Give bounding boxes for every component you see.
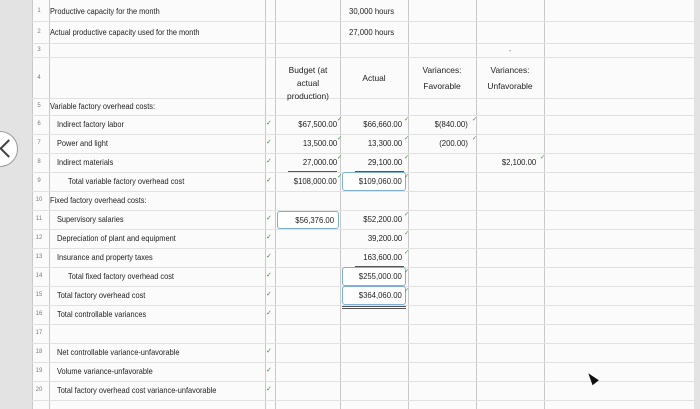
check-icon: ✓ bbox=[404, 117, 410, 123]
check-icon: ✓ bbox=[404, 231, 410, 237]
row-number: 10 bbox=[35, 197, 43, 203]
check-icon: ✓ bbox=[337, 155, 343, 161]
actual-indirect-materials: 29,100.00 bbox=[367, 157, 402, 167]
grid-line bbox=[32, 21, 694, 22]
row-number: 7 bbox=[37, 140, 41, 146]
actual-indirect-labor: $66,660.00 bbox=[363, 119, 402, 129]
row-number: 15 bbox=[35, 292, 43, 298]
row-number: 20 bbox=[35, 387, 43, 393]
row-number: 4 bbox=[37, 75, 41, 81]
header-favorable-sub: Favorable bbox=[423, 81, 461, 91]
check-icon: ✓ bbox=[337, 174, 343, 180]
grid-line bbox=[275, 0, 276, 409]
underline bbox=[342, 308, 406, 309]
check-icon: ✓ bbox=[404, 212, 410, 218]
grid-line bbox=[32, 115, 694, 116]
label-supervisory: Supervisory salaries bbox=[57, 214, 124, 224]
grid-line bbox=[32, 248, 694, 249]
check-icon: ✓ bbox=[404, 136, 410, 142]
budget-total-variable: $108,000.00 bbox=[293, 176, 337, 186]
check-icon: ✓ bbox=[266, 234, 272, 241]
row-number: 5 bbox=[37, 103, 41, 109]
check-icon: ✓ bbox=[266, 386, 272, 393]
grid-line bbox=[32, 400, 694, 401]
sort-dash-icon: - bbox=[508, 48, 512, 55]
row-number: 8 bbox=[37, 159, 41, 165]
value-capacity: 30,000 hours bbox=[348, 6, 394, 16]
label-total-variance: Total factory overhead cost variance-unfavorable bbox=[57, 385, 217, 395]
label-depreciation: Depreciation of plant and equipment bbox=[57, 233, 176, 243]
label-fixed-overhead: Fixed factory overhead costs: bbox=[50, 195, 147, 205]
grid-line bbox=[32, 229, 694, 230]
label-total-overhead: Total factory overhead cost bbox=[57, 290, 146, 300]
grid-line bbox=[32, 191, 694, 192]
actual-power-light: 13,300.00 bbox=[367, 138, 402, 148]
budget-indirect-materials: 27,000.00 bbox=[302, 157, 337, 167]
row-number: 11 bbox=[35, 216, 43, 222]
check-icon: ✓ bbox=[404, 269, 410, 275]
grid-line bbox=[32, 324, 694, 325]
row-number: 6 bbox=[37, 121, 41, 127]
label-total-fixed: Total fixed factory overhead cost bbox=[68, 271, 174, 281]
header-favorable-title: Variances: bbox=[422, 65, 462, 75]
grid-line bbox=[32, 43, 694, 44]
check-icon: ✓ bbox=[266, 291, 272, 298]
grid-line bbox=[544, 0, 545, 409]
budget-power-light: 13,500.00 bbox=[302, 138, 337, 148]
header-unfavorable-sub: Unfavorable bbox=[487, 81, 533, 91]
favorable-indirect-labor: $(840.00) bbox=[434, 119, 468, 129]
grid-line bbox=[32, 98, 694, 99]
label-power-light: Power and light bbox=[57, 138, 108, 148]
actual-insurance: 163,600.00 bbox=[363, 252, 402, 262]
label-indirect-materials: Indirect materials bbox=[57, 157, 114, 167]
grid-line bbox=[32, 57, 694, 58]
label-variable-overhead: Variable factory overhead costs: bbox=[50, 101, 156, 111]
grid-line bbox=[32, 134, 694, 135]
label-indirect-labor: Indirect factory labor bbox=[57, 119, 124, 129]
check-icon: ✓ bbox=[337, 117, 343, 123]
header-budget: Budget (at actual production) bbox=[287, 65, 329, 101]
check-icon: ✓ bbox=[337, 136, 343, 142]
check-icon: ✓ bbox=[266, 158, 272, 165]
check-icon: ✓ bbox=[266, 215, 272, 222]
grid-line bbox=[340, 0, 341, 409]
check-icon: ✓ bbox=[266, 139, 272, 146]
grid-line bbox=[408, 0, 409, 409]
check-icon: ✓ bbox=[472, 117, 478, 123]
value-capacity-used: 27,000 hours bbox=[348, 27, 394, 37]
row-number: 13 bbox=[35, 254, 43, 260]
check-icon: ✓ bbox=[266, 177, 272, 184]
grid-line bbox=[476, 0, 477, 409]
underline bbox=[288, 171, 337, 172]
grid-line bbox=[32, 0, 33, 409]
budget-indirect-labor: $67,500.00 bbox=[298, 119, 337, 129]
grid-line bbox=[32, 210, 694, 211]
check-icon: ✓ bbox=[540, 155, 546, 161]
grid-line bbox=[32, 343, 694, 344]
check-icon: ✓ bbox=[266, 120, 272, 127]
check-icon: ✓ bbox=[404, 155, 410, 161]
underline bbox=[342, 306, 406, 307]
actual-depreciation: 39,200.00 bbox=[367, 233, 402, 243]
row-number: 1 bbox=[37, 8, 41, 14]
check-icon: ✓ bbox=[266, 348, 272, 355]
check-icon: ✓ bbox=[266, 253, 272, 260]
label-net-controllable: Net controllable variance-unfavorable bbox=[57, 347, 180, 357]
row-number: 9 bbox=[37, 178, 41, 184]
label-total-variable: Total variable factory overhead cost bbox=[68, 176, 185, 186]
grid-line bbox=[32, 153, 694, 154]
label-actual-capacity: Actual productive capacity used for the month bbox=[50, 27, 200, 37]
row-number: 3 bbox=[37, 47, 41, 53]
check-icon: ✓ bbox=[266, 367, 272, 374]
row-number: 14 bbox=[35, 273, 43, 279]
actual-total-variable: $109,060.00 bbox=[358, 176, 402, 186]
row-number: 19 bbox=[35, 368, 43, 374]
actual-total-fixed: $255,000.00 bbox=[358, 271, 402, 281]
label-productive-capacity: Productive capacity for the month bbox=[50, 6, 160, 16]
check-icon: ✓ bbox=[404, 250, 410, 256]
row-number: 17 bbox=[35, 330, 43, 336]
chevron-left-icon bbox=[0, 139, 18, 157]
row-number: 12 bbox=[35, 235, 43, 241]
unfavorable-indirect-materials: $2,100.00 bbox=[501, 157, 536, 167]
header-unfavorable-title: Variances: bbox=[490, 65, 530, 75]
grid-line bbox=[32, 362, 694, 363]
header-actual: Actual bbox=[362, 73, 386, 83]
favorable-power-light: (200.00) bbox=[439, 138, 468, 148]
budget-supervisory: $56,376.00 bbox=[295, 215, 334, 225]
check-icon: ✓ bbox=[404, 288, 410, 294]
label-volume-variance: Volume variance-unfavorable bbox=[57, 366, 153, 376]
row-number: 2 bbox=[37, 29, 41, 35]
label-total-controllable: Total controllable variances bbox=[57, 309, 147, 319]
check-icon: ✓ bbox=[266, 310, 272, 317]
check-icon: ✓ bbox=[404, 174, 410, 180]
row-number: 18 bbox=[35, 349, 43, 355]
actual-supervisory: $52,200.00 bbox=[363, 214, 402, 224]
label-insurance: Insurance and property taxes bbox=[57, 252, 153, 262]
check-icon: ✓ bbox=[472, 136, 478, 142]
row-number: 16 bbox=[35, 311, 43, 317]
previous-button[interactable] bbox=[0, 131, 18, 167]
check-icon: ✓ bbox=[266, 272, 272, 279]
actual-total-overhead: $364,060.00 bbox=[358, 290, 402, 300]
